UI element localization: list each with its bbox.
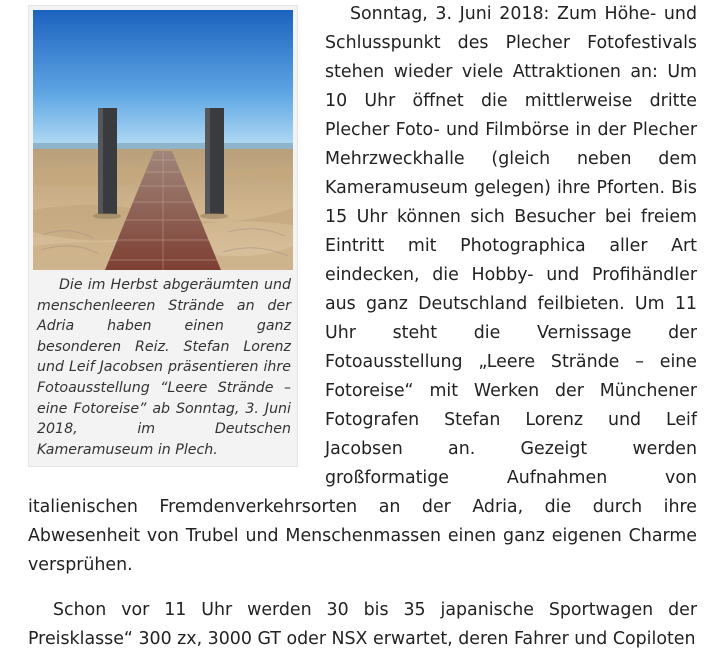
article-paragraph-2: Schon vor 11 Uhr werden 30 bis 35 japanische Sportwagen der Preisklasse“ 300 zx, 3000 GT oder NSX erwartet, deren Fahrer und Copiloten bbox=[28, 600, 697, 649]
figure bbox=[28, 5, 298, 467]
article-paragraph-1: Sonntag, 3. Juni 2018: Zum Höhe- und Schlusspunkt des Plecher Fotofestivals stehen wieder viele Attraktionen an: Um 10 Uhr öffnet die mittlerweise dritte Plecher Foto- und Filmbörse in der Plecher Mehrzweckhalle (gleich neben dem Kameramuseum gelegen) ihre Pforten. Bis 15 Uhr können sich Besucher bei freiem Eintritt mit Photographica aller Art eindecken, die Hobby- und Profihändler aus ganz Deutschland feilbieten. Um 11 Uhr steht die Vernissage der Fotoausstellung „Leere Strände – eine Fotoreise“ mit Werken der Münchener Fotografen Stefan Lorenz und Leif Jacobsen an. Gezeigt werden großformatige Aufnahmen von italienischen Fremdenverkehrsorten an der Adria, die durch ihre Abwesenheit von Trubel und Menschenmassen einen ganz eigenen Charme versprühen. bbox=[28, 4, 697, 575]
beach-pillars-photo bbox=[33, 10, 293, 270]
figure-caption: Die im Herbst abgeräumten und menschenleeren Strände an der Adria haben einen ganz besonderen Reiz. Stefan Lorenz und Leif Jacobsen präsentieren ihre Fotoausstellung “Leere Strände – eine Fotoreise” ab Sonntag, 3. Juni 2018, im Deutschen Kameramuseum in Plech. bbox=[37, 277, 291, 458]
article bbox=[28, 0, 697, 654]
